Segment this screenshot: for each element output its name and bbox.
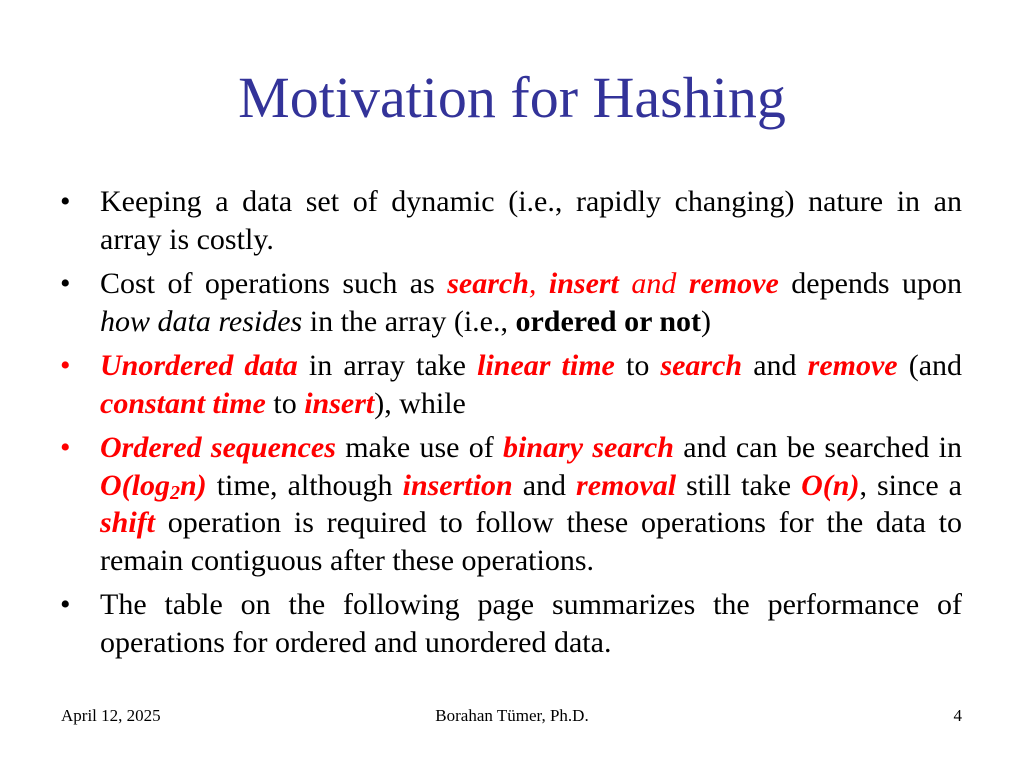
slide-title: Motivation for Hashing [238, 65, 786, 130]
bullet-text: to [614, 349, 661, 382]
bullet-text: make use of [335, 431, 504, 464]
keyword-olog-suffix: n) [180, 468, 207, 502]
bullet-text: ) [701, 304, 712, 338]
bullet-text: and [512, 468, 577, 502]
bullet-text: still take [676, 468, 802, 502]
bullet-marker: • [60, 431, 71, 464]
bullet-item-4 [60, 429, 962, 579]
keyword-binary-search: binary search [503, 431, 674, 464]
footer-page-number: 4 [953, 706, 962, 725]
bullet-marker: • [60, 267, 71, 300]
keyword-search: search [660, 349, 743, 382]
bullet-text: (and [897, 349, 963, 382]
bullet-marker: • [60, 185, 71, 218]
bullet-list [60, 183, 963, 668]
keyword-insert: insert [304, 386, 375, 420]
bullet-text: ), while [374, 386, 466, 420]
bullet-item-3 [60, 347, 963, 422]
keyword-shift: shift [100, 506, 156, 539]
bullet-text: depends upon [778, 267, 963, 300]
bullet-text: in the array (i.e., [302, 304, 516, 338]
bullet-text: and [618, 267, 689, 300]
keyword-olog-subscript: 2 [170, 481, 180, 504]
bullet-text: Keeping a data set of dynamic (i.e., rapidly changing) nature in an array is costly. [100, 185, 962, 256]
keyword-removal: removal [576, 468, 677, 502]
keyword-search: search [447, 267, 529, 300]
keyword-remove: remove [807, 349, 898, 382]
keyword-on: O(n) [801, 468, 860, 502]
keyword-linear-time: linear time [477, 349, 615, 382]
keyword-ordered-sequences: Ordered sequences [100, 431, 336, 464]
bullet-text: , [528, 267, 549, 300]
bullet-text: operation is required to follow these operations for the data to remain contiguous after these operations. [100, 506, 962, 577]
emphasis-how-data-resides: how data resides [100, 304, 303, 338]
keyword-constant-time: constant time [100, 386, 266, 420]
footer-date: April 12, 2025 [61, 706, 161, 725]
bullet-text: and can be searched in [674, 431, 962, 464]
bullet-text: Cost of operations such as [100, 267, 448, 300]
keyword-olog-prefix: O(log [100, 468, 170, 502]
bullet-text: and [742, 349, 808, 382]
bullet-text: in array take [297, 349, 478, 382]
bullet-marker: • [60, 349, 71, 382]
bullet-text: The table on the following page summarizes the performance of operations for ordered and unordered data. [100, 588, 962, 659]
bullet-text: to [265, 386, 305, 420]
emphasis-ordered-or-not: ordered or not [515, 304, 702, 338]
keyword-insertion: insertion [402, 468, 513, 502]
bullet-text: time, although [206, 468, 403, 502]
bullet-item-2 [60, 265, 963, 340]
bullet-item-5 [60, 586, 962, 661]
bullet-marker: • [60, 588, 71, 621]
bullet-text: , since a [859, 468, 962, 502]
bullet-item-1 [60, 183, 962, 258]
keyword-remove: remove [688, 267, 779, 300]
keyword-insert: insert [548, 267, 619, 300]
keyword-unordered-data: Unordered data [100, 349, 298, 382]
footer-author: Borahan Tümer, Ph.D. [435, 706, 589, 725]
